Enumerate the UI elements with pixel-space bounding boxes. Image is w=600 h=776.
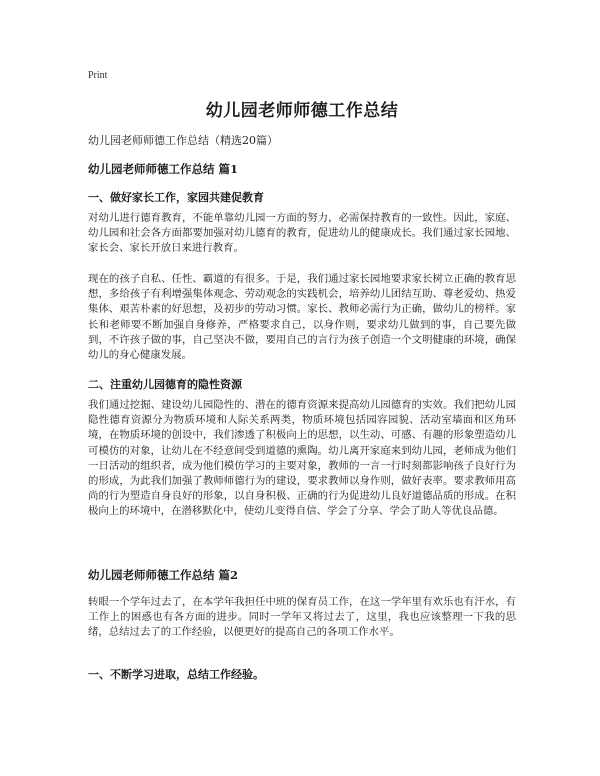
paragraph: 我们通过挖掘、建设幼儿园隐性的、潜在的德育资源来提高幼儿园德育的实效。我们把幼儿园隐性德育资源分为物质环境和人际关系两类，物质环境包括园容园貌、活动室墙面和区角环境，在物质环境的创设中，我们渗透了积极向上的思想，以生动、可感、有趣的形象塑造幼儿可模仿的对象，让幼儿在不经意间受到道德的熏陶。幼儿离开家庭来到幼儿园，老师成为他们一日活动的组织者，成为他们模仿学习的主要对象，教师的一言一行时刻都影响孩子良好行为的形成，为此我们加强了教师师德行为的建设，要求教师以身作则，做好表率。要求教师用高尚的行为塑造自身良好的形象，以自身积极、正确的行为促进幼儿良好道德品质的形成。在积极向上的环境中，在潜移默化中，使幼儿变得自信、学会了分享、学会了助人等优良品德。 [88, 399, 516, 518]
paragraph: 转眼一个学年过去了，在本学年我担任中班的保育员工作，在这一学年里有欢乐也有汗水，有工作上的困惑也有各方面的进步。同时一学年又将过去了，这里，我也应该整理一下我的思绪，总结过去了的工作经验，以便更好的提高自己的各项工作水平。 [88, 596, 516, 639]
document-title: 幼儿园老师师德工作总结 [205, 101, 399, 121]
section-heading: 一、不断学习进取，总结工作经验。 [88, 668, 264, 681]
print-link[interactable]: Print [88, 70, 108, 81]
section-heading: 二、注重幼儿园德育的隐性资源 [88, 378, 242, 391]
paragraph: 对幼儿进行德育教育，不能单靠幼儿园一方面的努力，必需保持教育的一致性。因此，家庭、幼儿园和社会各方面都要加强对幼儿德育的教育，促进幼儿的健康成长。我们通过家长园地、家长会、家长开放日来进行教育。 [88, 212, 516, 255]
paragraph: 现在的孩子自私、任性、霸道的有很多。于是，我们通过家长园地要求家长树立正确的教育思想，多给孩子有利增强集体观念、劳动观念的实践机会，培养幼儿团结互助、尊老爱幼、热爱集体、艰苦朴素的好思想，及初步的劳动习惯。家长、教师必需行为正确，做幼儿的榜样。家长和老师要不断加强自身修养，严格要求自己，以身作则，要求幼儿做到的事，自己要先做到，不许孩子做的事，自己坚决不做，要用自己的言行为孩子创造一个文明健康的环境，确保幼儿的身心健康发展。 [88, 273, 516, 362]
document-subtitle: 幼儿园老师师德工作总结（精选20篇） [88, 134, 278, 147]
article-heading: 幼儿园老师师德工作总结 篇1 [88, 162, 239, 176]
article-heading: 幼儿园老师师德工作总结 篇2 [88, 568, 239, 582]
section-heading: 一、做好家长工作，家园共建促教育 [88, 191, 264, 204]
